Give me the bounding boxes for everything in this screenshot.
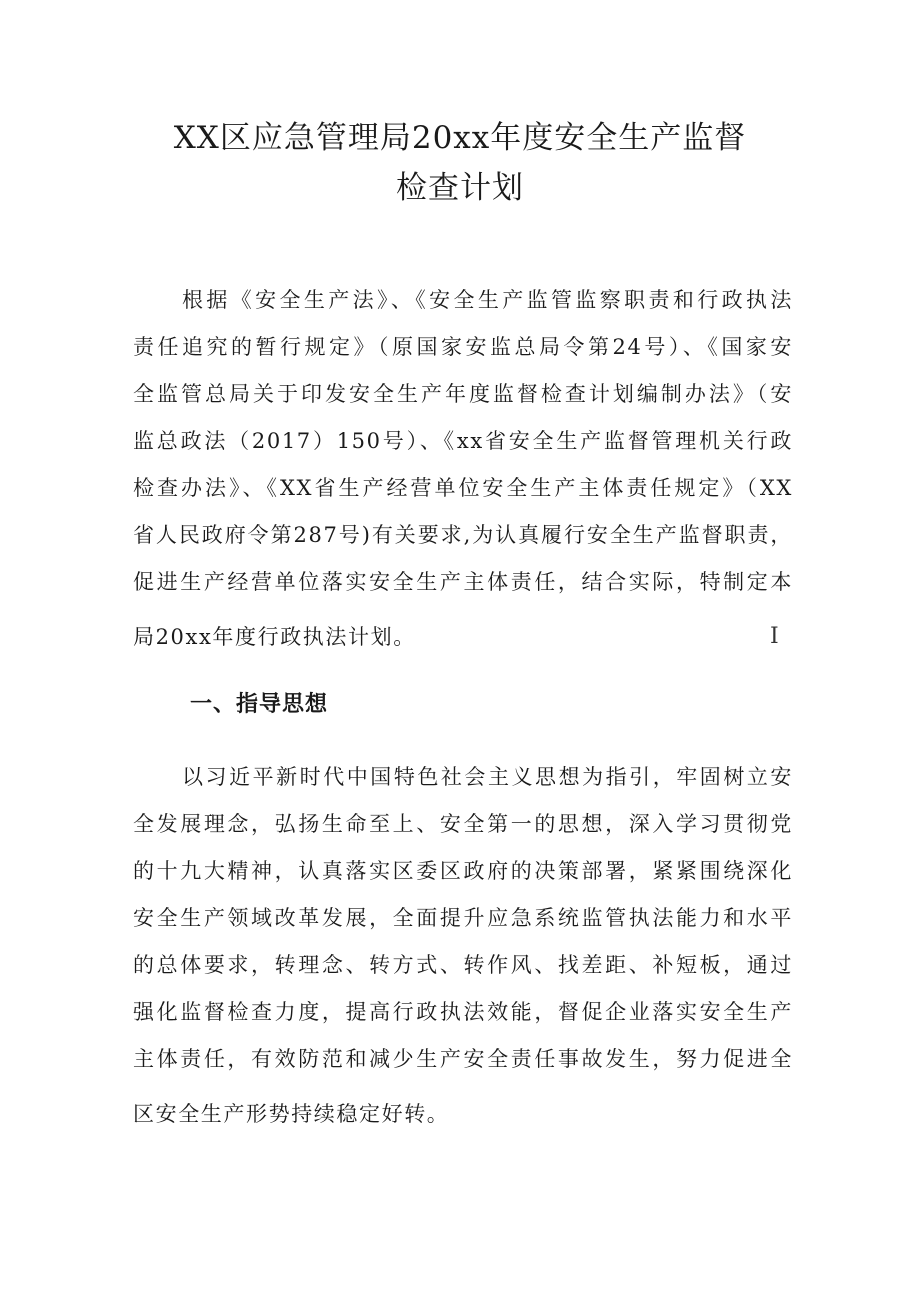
intro-line-2: 责任追究的暂行规定》（原国家安监总局令第24号）、《国家安 bbox=[133, 335, 793, 359]
intro-line-3: 全监管总局关于印发安全生产年度监督检查计划编制办法》（安 bbox=[133, 382, 793, 406]
intro-line-1: 根据《安全生产法》、《安全生产监管监察职责和行政执法 bbox=[182, 288, 793, 312]
intro-line-4: 监总政法（2017）150号）、《xx省安全生产监督管理机关行政 bbox=[133, 429, 793, 453]
intro-line-6: 省人民政府令第287号)有关要求,为认真履行安全生产监督职责， bbox=[133, 523, 793, 547]
intro-line-8: 局20xx年度行政执法计划。 bbox=[133, 625, 416, 649]
section1-line-2: 全发展理念，弘扬生命至上、安全第一的思想，深入学习贯彻党 bbox=[133, 812, 793, 836]
section1-line-1: 以习近平新时代中国特色社会主义思想为指引，牢固树立安 bbox=[182, 765, 793, 789]
section-heading-guiding-ideology: 一、指导思想 bbox=[190, 692, 329, 717]
section1-line-5: 的总体要求，转理念、转方式、转作风、找差距、补短板，通过 bbox=[133, 953, 793, 977]
text-cursor-icon: I bbox=[770, 624, 779, 649]
section1-line-7: 主体责任，有效防范和减少生产安全责任事故发生，努力促进全 bbox=[133, 1047, 793, 1071]
section1-line-3: 的十九大精神，认真落实区委区政府的决策部署，紧紧围绕深化 bbox=[133, 859, 793, 883]
section1-line-8: 区安全生产形势持续稳定好转。 bbox=[133, 1102, 450, 1126]
section1-line-6: 强化监督检查力度，提高行政执法效能，督促企业落实安全生产 bbox=[133, 1000, 793, 1024]
document-title-line-1: XX区应急管理局20xx年度安全生产监督 bbox=[173, 120, 747, 156]
intro-line-7: 促进生产经营单位落实安全生产主体责任，结合实际，特制定本 bbox=[133, 570, 793, 594]
document-title-line-2: 检查计划 bbox=[396, 170, 524, 206]
intro-line-5: 检查办法》、《XX省生产经营单位安全生产主体责任规定》（XX bbox=[133, 476, 793, 500]
section1-line-4: 安全生产领域改革发展，全面提升应急系统监管执法能力和水平 bbox=[133, 906, 793, 930]
